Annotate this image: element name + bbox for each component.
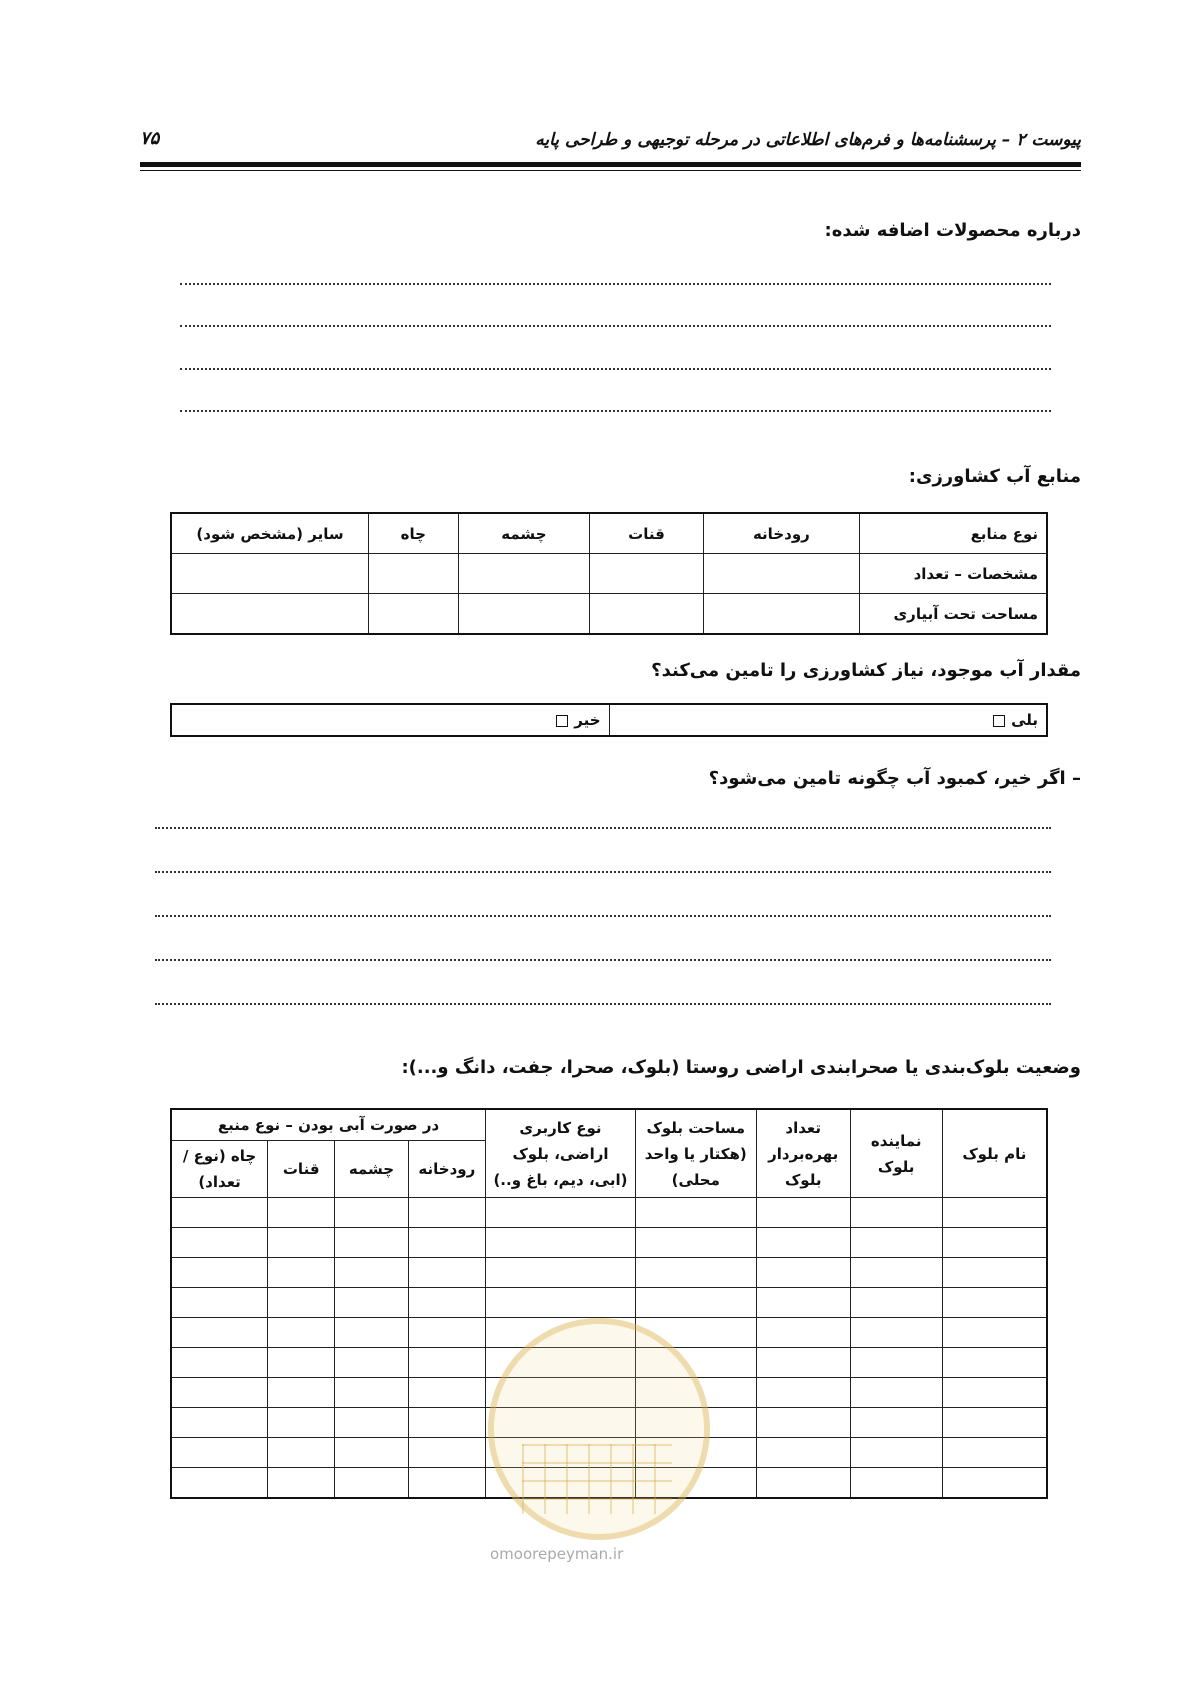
table-cell[interactable] (268, 1198, 335, 1228)
section1-heading: درباره محصولات اضافه شده: (824, 220, 1081, 241)
watermark-seal (488, 1318, 710, 1540)
table-cell[interactable] (171, 1228, 268, 1258)
table-cell[interactable] (408, 1468, 485, 1499)
sub-river: رودخانه (408, 1141, 485, 1198)
table-cell[interactable] (268, 1318, 335, 1348)
header-title: پیوست ۲ – پرسشنامه‌ها و فرم‌های اطلاعاتی در مرحله توجیهی و طراحی پایه (535, 130, 1081, 150)
no-label: خیر (574, 711, 601, 729)
table-cell[interactable] (171, 1438, 268, 1468)
table-cell[interactable] (590, 594, 704, 635)
table-cell[interactable] (268, 1468, 335, 1499)
section2-heading: منابع آب کشاورزی: (908, 466, 1081, 487)
table-cell[interactable] (942, 1258, 1047, 1288)
table-cell[interactable] (850, 1348, 942, 1378)
table-cell[interactable] (408, 1438, 485, 1468)
table-cell[interactable] (268, 1438, 335, 1468)
table-cell[interactable] (850, 1378, 942, 1408)
table-row (171, 1198, 1047, 1228)
table-cell[interactable] (756, 1438, 850, 1468)
table-cell[interactable] (756, 1468, 850, 1499)
table-cell[interactable] (756, 1198, 850, 1228)
answer-line[interactable] (180, 368, 1051, 370)
row-label: مشخصات – تعداد (860, 554, 1048, 594)
row-label: مساحت تحت آبیاری (860, 594, 1048, 635)
section4-heading: – اگر خیر، کمبود آب چگونه تامین می‌شود؟ (708, 768, 1081, 789)
table-row (171, 1258, 1047, 1288)
table-header-cell: چاه (369, 513, 459, 554)
col-representative: نماینده بلوک (850, 1109, 942, 1198)
table-cell[interactable] (942, 1348, 1047, 1378)
table-cell[interactable] (171, 1468, 268, 1499)
table-cell[interactable] (171, 554, 369, 594)
table-cell[interactable] (942, 1438, 1047, 1468)
table-cell[interactable] (942, 1378, 1047, 1408)
answer-line[interactable] (180, 325, 1051, 327)
table-cell[interactable] (635, 1288, 756, 1318)
answer-line[interactable] (155, 915, 1051, 917)
table-cell[interactable] (268, 1348, 335, 1378)
yes-label: بلی (1011, 711, 1038, 729)
table-cell[interactable] (335, 1348, 408, 1378)
answer-line[interactable] (180, 283, 1051, 285)
answer-line[interactable] (180, 410, 1051, 412)
table-cell[interactable] (335, 1408, 408, 1438)
col-users: تعداد بهره‌بردار بلوک (756, 1109, 850, 1198)
table-cell[interactable] (369, 594, 459, 635)
table-cell[interactable] (942, 1198, 1047, 1228)
table-cell[interactable] (942, 1318, 1047, 1348)
table-cell[interactable] (942, 1468, 1047, 1499)
table-header-cell: قنات (590, 513, 704, 554)
checkbox-no[interactable] (556, 715, 568, 727)
table-cell[interactable] (486, 1198, 636, 1228)
table-cell[interactable] (408, 1378, 485, 1408)
table-cell[interactable] (850, 1288, 942, 1318)
table-cell[interactable] (850, 1198, 942, 1228)
col-block-name: نام بلوک (942, 1109, 1047, 1198)
table-row (171, 1228, 1047, 1258)
answer-line[interactable] (155, 827, 1051, 829)
table-cell[interactable] (486, 1228, 636, 1258)
table-cell[interactable] (268, 1288, 335, 1318)
table-cell[interactable] (335, 1378, 408, 1408)
table-cell[interactable] (458, 594, 590, 635)
table-header-cell: سایر (مشخص شود) (171, 513, 369, 554)
table-cell[interactable] (171, 1318, 268, 1348)
table-cell[interactable] (850, 1408, 942, 1438)
table-cell[interactable] (408, 1258, 485, 1288)
table-cell[interactable] (268, 1258, 335, 1288)
table-cell[interactable] (635, 1198, 756, 1228)
answer-line[interactable] (155, 871, 1051, 873)
table-cell[interactable] (942, 1408, 1047, 1438)
table-cell[interactable] (942, 1228, 1047, 1258)
table-cell[interactable] (171, 1378, 268, 1408)
table-header-cell: چشمه (458, 513, 590, 554)
watermark-grid (522, 1444, 672, 1514)
table-cell[interactable] (268, 1228, 335, 1258)
table-cell[interactable] (635, 1258, 756, 1288)
table-cell[interactable] (268, 1378, 335, 1408)
table-cell[interactable] (335, 1468, 408, 1499)
yes-option[interactable] (609, 704, 1047, 736)
yes-no-table (170, 703, 1048, 737)
table-cell[interactable] (756, 1378, 850, 1408)
table-header-cell: نوع منابع (860, 513, 1048, 554)
table-cell[interactable] (458, 554, 590, 594)
table-cell[interactable] (942, 1288, 1047, 1318)
table-cell[interactable] (850, 1258, 942, 1288)
table-cell[interactable] (756, 1228, 850, 1258)
header-rule-thick (140, 162, 1081, 167)
table-cell[interactable] (756, 1348, 850, 1378)
no-option[interactable] (171, 704, 609, 736)
table-cell[interactable] (408, 1228, 485, 1258)
table-cell[interactable] (486, 1288, 636, 1318)
col-area: مساحت بلوک (هکتار یا واحد محلی) (635, 1109, 756, 1198)
water-sources-table (170, 512, 1048, 635)
table-header-cell: رودخانه (703, 513, 859, 554)
table-cell[interactable] (635, 1228, 756, 1258)
table-cell[interactable] (850, 1438, 942, 1468)
watermark-site: omoorepeyman.ir (490, 1545, 624, 1563)
page-number: ۷۵ (140, 128, 160, 149)
table-row (171, 1288, 1047, 1318)
sub-well: چاه (نوع / تعداد) (171, 1141, 268, 1198)
table-cell[interactable] (756, 1318, 850, 1348)
table-cell[interactable] (171, 1348, 268, 1378)
table-cell[interactable] (486, 1258, 636, 1288)
table-cell[interactable] (335, 1318, 408, 1348)
table-cell[interactable] (850, 1228, 942, 1258)
table-cell[interactable] (590, 554, 704, 594)
table-cell[interactable] (703, 594, 859, 635)
header-rule-thin (140, 170, 1081, 171)
table-cell[interactable] (171, 1258, 268, 1288)
table-cell[interactable] (408, 1318, 485, 1348)
table-cell[interactable] (335, 1438, 408, 1468)
table-cell[interactable] (171, 1288, 268, 1318)
col-group-water-source: در صورت آبی بودن – نوع منبع (171, 1109, 486, 1141)
section3-heading: مقدار آب موجود، نیاز کشاورزی را تامین می‌کند؟ (651, 660, 1081, 681)
table-cell[interactable] (171, 594, 369, 635)
answer-line[interactable] (155, 959, 1051, 961)
sub-spring: چشمه (335, 1141, 408, 1198)
col-usage: نوع کاربری اراضی، بلوک (ابی، دیم، باغ و..) (486, 1109, 636, 1198)
table-cell[interactable] (703, 554, 859, 594)
checkbox-yes[interactable] (993, 715, 1005, 727)
table-cell[interactable] (369, 554, 459, 594)
table-cell[interactable] (408, 1288, 485, 1318)
table-cell[interactable] (335, 1258, 408, 1288)
table-cell[interactable] (268, 1408, 335, 1438)
table-cell[interactable] (335, 1288, 408, 1318)
table-cell[interactable] (171, 1408, 268, 1438)
table-cell[interactable] (408, 1198, 485, 1228)
table-cell[interactable] (850, 1468, 942, 1499)
sub-qanat: قنات (268, 1141, 335, 1198)
answer-line[interactable] (155, 1003, 1051, 1005)
table-cell[interactable] (171, 1198, 268, 1228)
table-cell[interactable] (408, 1348, 485, 1378)
table-cell[interactable] (756, 1258, 850, 1288)
section5-heading: وضعیت بلوک‌بندی یا صحرابندی اراضی روستا (بلوک، صحرا، جفت، دانگ و...): (401, 1057, 1081, 1078)
table-cell[interactable] (756, 1288, 850, 1318)
table-cell[interactable] (756, 1408, 850, 1438)
table-cell[interactable] (850, 1318, 942, 1348)
table-cell[interactable] (408, 1408, 485, 1438)
table-cell[interactable] (335, 1198, 408, 1228)
table-cell[interactable] (335, 1228, 408, 1258)
